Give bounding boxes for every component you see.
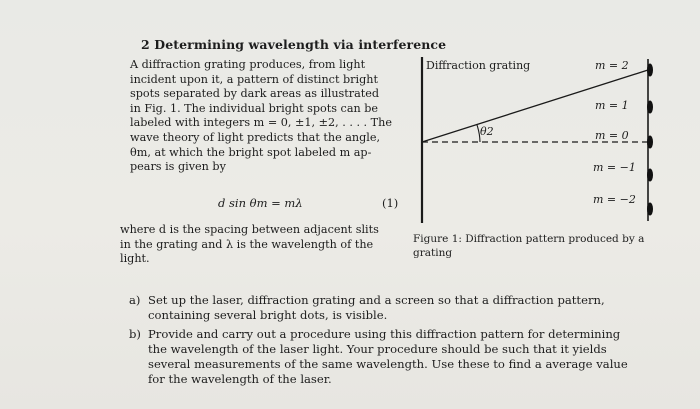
bright-spot-m0: [647, 136, 653, 149]
bright-spot-m-2: [647, 203, 653, 216]
angle-label: θ2: [480, 125, 494, 138]
section-title: 2 Determining wavelength via interference: [141, 37, 447, 52]
order-label-m-1: m = −1: [593, 161, 636, 174]
text-line: spots separated by dark areas as illustrated: [130, 87, 380, 101]
order-label-m2: m = 2: [595, 59, 629, 72]
order-label-m-2: m = −2: [593, 193, 636, 206]
equation-number: (1): [382, 196, 399, 210]
definition-paragraph: [120, 223, 400, 267]
order-label-m1: m = 1: [595, 99, 629, 112]
part-label: b): [129, 327, 141, 341]
bright-spot-m-1: [647, 169, 653, 182]
text-line: labeled with integers m = 0, ±1, ±2, . . . . The: [130, 116, 392, 130]
order-label-m0: m = 0: [595, 129, 629, 142]
equation: d sin θm = mλ: [218, 196, 303, 210]
bright-spot-m2: [647, 64, 653, 77]
text-line: Set up the laser, diffraction grating and a screen so that a diffraction pattern,: [148, 293, 605, 307]
text-line: in the grating and λ is the wavelength of the: [120, 237, 374, 251]
part-label: a): [129, 293, 141, 307]
text-line: containing several bright dots, is visible.: [148, 308, 388, 322]
question-part-a: [129, 293, 669, 323]
grating-label: Diffraction grating: [426, 59, 531, 72]
caption-line: Figure 1: Diffraction pattern produced by a: [413, 233, 645, 245]
text-line: A diffraction grating produces, from light: [130, 58, 366, 71]
text-line: the wavelength of the laser light. Your procedure should be such that it yields: [148, 342, 607, 356]
text-line: θm, at which the bright spot labeled m ap-: [130, 145, 372, 159]
text-line: incident upon it, a pattern of distinct bright: [130, 72, 378, 86]
text-line: wave theory of light predicts that the angle,: [130, 130, 381, 144]
text-line: for the wavelength of the laser.: [148, 372, 332, 386]
question-part-b: [129, 327, 669, 387]
text-line: where d is the spacing between adjacent slits: [120, 223, 379, 236]
figure-caption: [413, 233, 673, 260]
text-line: several measurements of the same wavelength. Use these to find a average value: [148, 357, 628, 371]
bright-spot-m1: [647, 101, 653, 114]
intro-paragraph: [130, 58, 397, 175]
text-line: in Fig. 1. The individual bright spots can be: [130, 101, 379, 115]
text-line: light.: [120, 252, 150, 266]
caption-line: grating: [413, 246, 453, 259]
diffraction-figure: [410, 45, 670, 230]
text-line: Provide and carry out a procedure using this diffraction pattern for determining: [148, 327, 621, 341]
question-parts: [129, 293, 669, 391]
text-line: pears is given by: [130, 160, 226, 174]
